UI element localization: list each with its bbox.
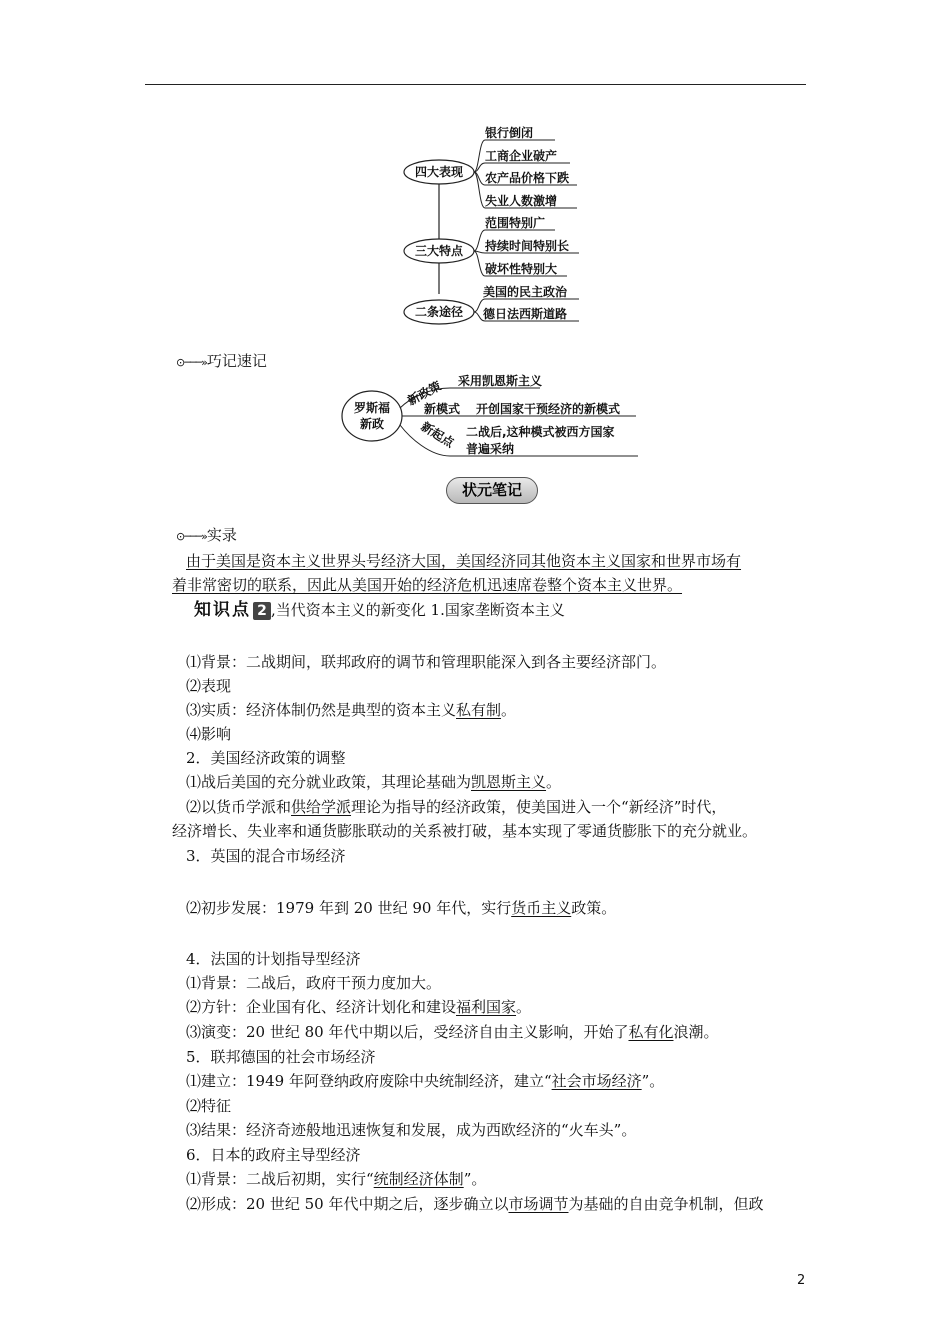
branch3-text-line2: 普遍采纳 (466, 442, 515, 456)
item-us-democracy: 美国的民主政治 (483, 285, 568, 299)
new-deal-diagram (340, 370, 645, 462)
line-germany-features: ⑵特征 (186, 1097, 232, 1115)
node-two-paths: 二条途径 (414, 305, 464, 319)
line-new-economy: 经济增长、失业率和通货膨胀联动的关系被打破，基本实现了零通货膨胀下的充分就业。 (172, 822, 758, 840)
section-us-policy: 2．美国经济政策的调整 (186, 749, 346, 767)
line-germany-establish: ⑴建立：1949 年阿登纳政府废除中央统制经济，建立“社会市场经济”。 (186, 1072, 665, 1090)
section-france: 4．法国的计划指导型经济 (186, 950, 361, 968)
line-full-employment: ⑴战后美国的充分就业政策，其理论基础为凯恩斯主义。 (186, 773, 562, 791)
line-uk-development: ⑵初步发展：1979 年到 20 世纪 90 年代，实行货币主义政策。 (186, 899, 617, 917)
node-four-manifestations: 四大表现 (414, 165, 464, 179)
item-wide-scope: 范围特别广 (485, 216, 546, 230)
line-japan-background: ⑴背景：二战后初期，实行“统制经济体制”。 (186, 1170, 487, 1188)
line-france-background: ⑴背景：二战后，政府干预力度加大。 (186, 974, 442, 992)
line-background: ⑴背景：二战期间，联邦政府的调节和管理职能深入到各主要经济部门。 (186, 653, 667, 671)
crisis-tree-diagram (395, 118, 595, 332)
line-japan-formation: ⑵形成：20 世纪 50 年代中期之后，逐步确立以市场调节为基础的自由竞争机制，但政 (186, 1195, 764, 1213)
section-japan: 6．日本的政府主导型经济 (186, 1146, 361, 1164)
branch1-text: 采用凯恩斯主义 (458, 374, 543, 388)
record-line1: 由于美国是资本主义世界头号经济大国，美国经济同其他资本主义国家和世界市场有 (186, 552, 742, 570)
memo-heading: ⊙───»巧记速记 (176, 352, 267, 370)
node-three-features: 三大特点 (414, 244, 464, 258)
branch-new-policy: 新政策 (405, 378, 444, 409)
item-farm-price-fall: 农产品价格下跌 (485, 171, 570, 185)
knowledge-point-heading: 知识点 2 ,当代资本主义的新变化 1.国家垄断资本主义 (194, 600, 565, 620)
line-france-evolution: ⑶演变：20 世纪 80 年代中期以后，受经济自由主义影响，开始了私有化浪潮。 (186, 1023, 719, 1041)
header-rule (145, 84, 806, 85)
center-line1: 罗斯福 (353, 401, 391, 415)
branch2-text: 开创国家干预经济的新模式 (476, 402, 621, 416)
center-line2: 新政 (359, 417, 385, 431)
line-monetarism: ⑵以货币学派和供给学派理论为指导的经济政策，使美国进入一个“新经济”时代， (186, 798, 727, 816)
line-impact: ⑷影响 (186, 725, 232, 743)
champion-notes-badge: 状元笔记 (446, 477, 538, 504)
record-heading: ⊙───»实录 (176, 526, 237, 544)
page-number: 2 (797, 1273, 806, 1288)
record-line2: 着非常密切的联系，因此从美国开始的经济危机迅速席卷整个资本主义世界。 (172, 576, 683, 594)
branch-new-start: 新起点 (418, 419, 457, 451)
section-germany: 5．联邦德国的社会市场经济 (186, 1048, 376, 1066)
branch3-text-line1: 二战后,这种模式被西方国家 (466, 425, 615, 439)
item-fascism: 德日法西斯道路 (483, 307, 568, 321)
item-unemployment: 失业人数激增 (485, 194, 558, 208)
item-long-duration: 持续时间特别长 (485, 239, 570, 253)
line-germany-result: ⑶结果：经济奇迹般地迅速恢复和发展，成为西欧经济的“火车头”。 (186, 1121, 637, 1139)
line-essence: ⑶实质：经济体制仍然是典型的资本主义私有制。 (186, 701, 517, 719)
arrow-bullet-icon: ⊙───» (176, 530, 207, 543)
knowledge-point-number: 2 (253, 602, 271, 620)
line-france-policy: ⑵方针：企业国有化、经济计划化和建设福利国家。 (186, 998, 532, 1016)
item-destructive: 破坏性特别大 (485, 262, 558, 276)
item-bank-failure: 银行倒闭 (485, 126, 534, 140)
arrow-bullet-icon: ⊙───» (176, 356, 207, 369)
line-manifestation: ⑵表现 (186, 677, 232, 695)
section-uk: 3．英国的混合市场经济 (186, 847, 346, 865)
item-business-bankruptcy: 工商企业破产 (485, 149, 558, 163)
branch-new-model: 新模式 (424, 402, 461, 416)
